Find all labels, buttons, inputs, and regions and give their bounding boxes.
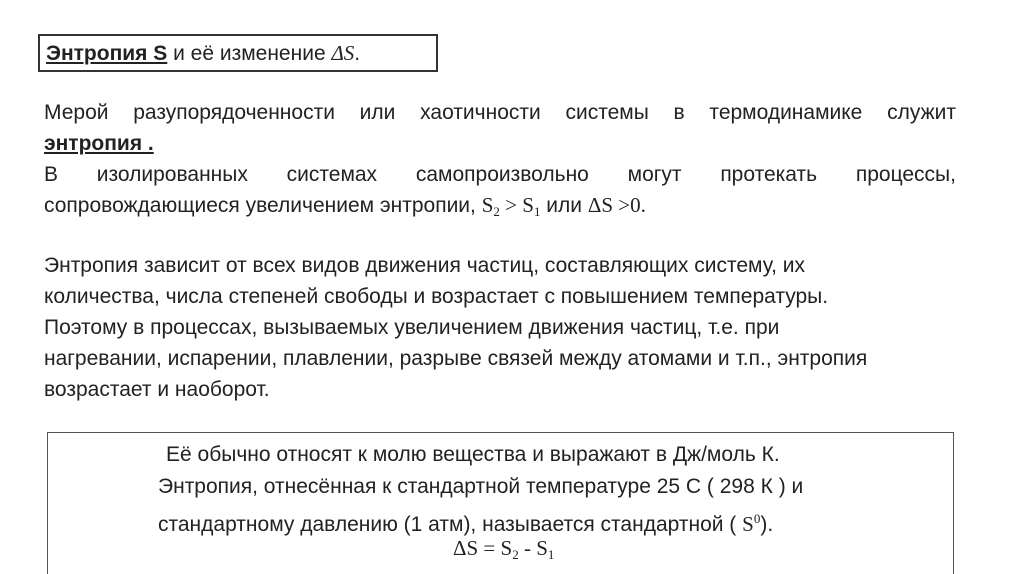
p2-line-5: возрастает и наоборот. (44, 378, 270, 401)
p1-line-2 (44, 128, 956, 159)
delta-s-formula: $\Delta S = S_2 - S_1$ (453, 536, 555, 562)
box-line-1: Её обычно относят к молю вещества и выражают в Дж/моль К. (166, 443, 780, 466)
p2-line-3: Поэтому в процессах, вызываемых увеличением движения частиц, т.е. при (44, 316, 780, 339)
delta-s-condition: ΔS >0. (587, 193, 646, 217)
standard-entropy-box (47, 432, 954, 574)
s2-symbol: $S_2 > S_1$ (481, 193, 541, 219)
p1-line-3: В изолированных системах самопроизвольно могут протекать процессы, (44, 163, 956, 186)
p2-line-1: Энтропия зависит от всех видов движения частиц, составляющих систему, их (44, 254, 806, 277)
box-line-2: Энтропия, отнесённая к стандартной температуре 25 С ( 298 К ) и (158, 475, 804, 498)
paragraph-definition (44, 97, 956, 227)
paragraph-dependence (44, 250, 956, 405)
s0-symbol: $S^0$ (742, 511, 761, 536)
p2-line-4: нагревании, испарении, плавлении, разрыве связей между атомами и т.п., энтропия (44, 347, 868, 370)
box-line-3: стандартному давлению (1 атм), называется стандартной ( $S^0$). (158, 511, 774, 536)
title-term: Энтропия S (46, 42, 168, 65)
or-word: или (540, 194, 588, 217)
title-box (38, 34, 438, 72)
p2-line-2: количества, числа степеней свободы и возрастает с повышением температуры. (44, 285, 829, 308)
title-text: и её изменение (167, 42, 332, 65)
title-end: . (354, 42, 361, 65)
p1-line-4-text: сопровождающиеся увеличением энтропии, (44, 194, 482, 217)
p1-line-4 (44, 190, 956, 227)
title-delta-symbol: ΔS (331, 41, 355, 65)
p1-line-1: Мерой разупорядоченности или хаотичности системы в термодинамике служит (44, 101, 956, 124)
entropy-term: энтропия . (44, 132, 154, 155)
